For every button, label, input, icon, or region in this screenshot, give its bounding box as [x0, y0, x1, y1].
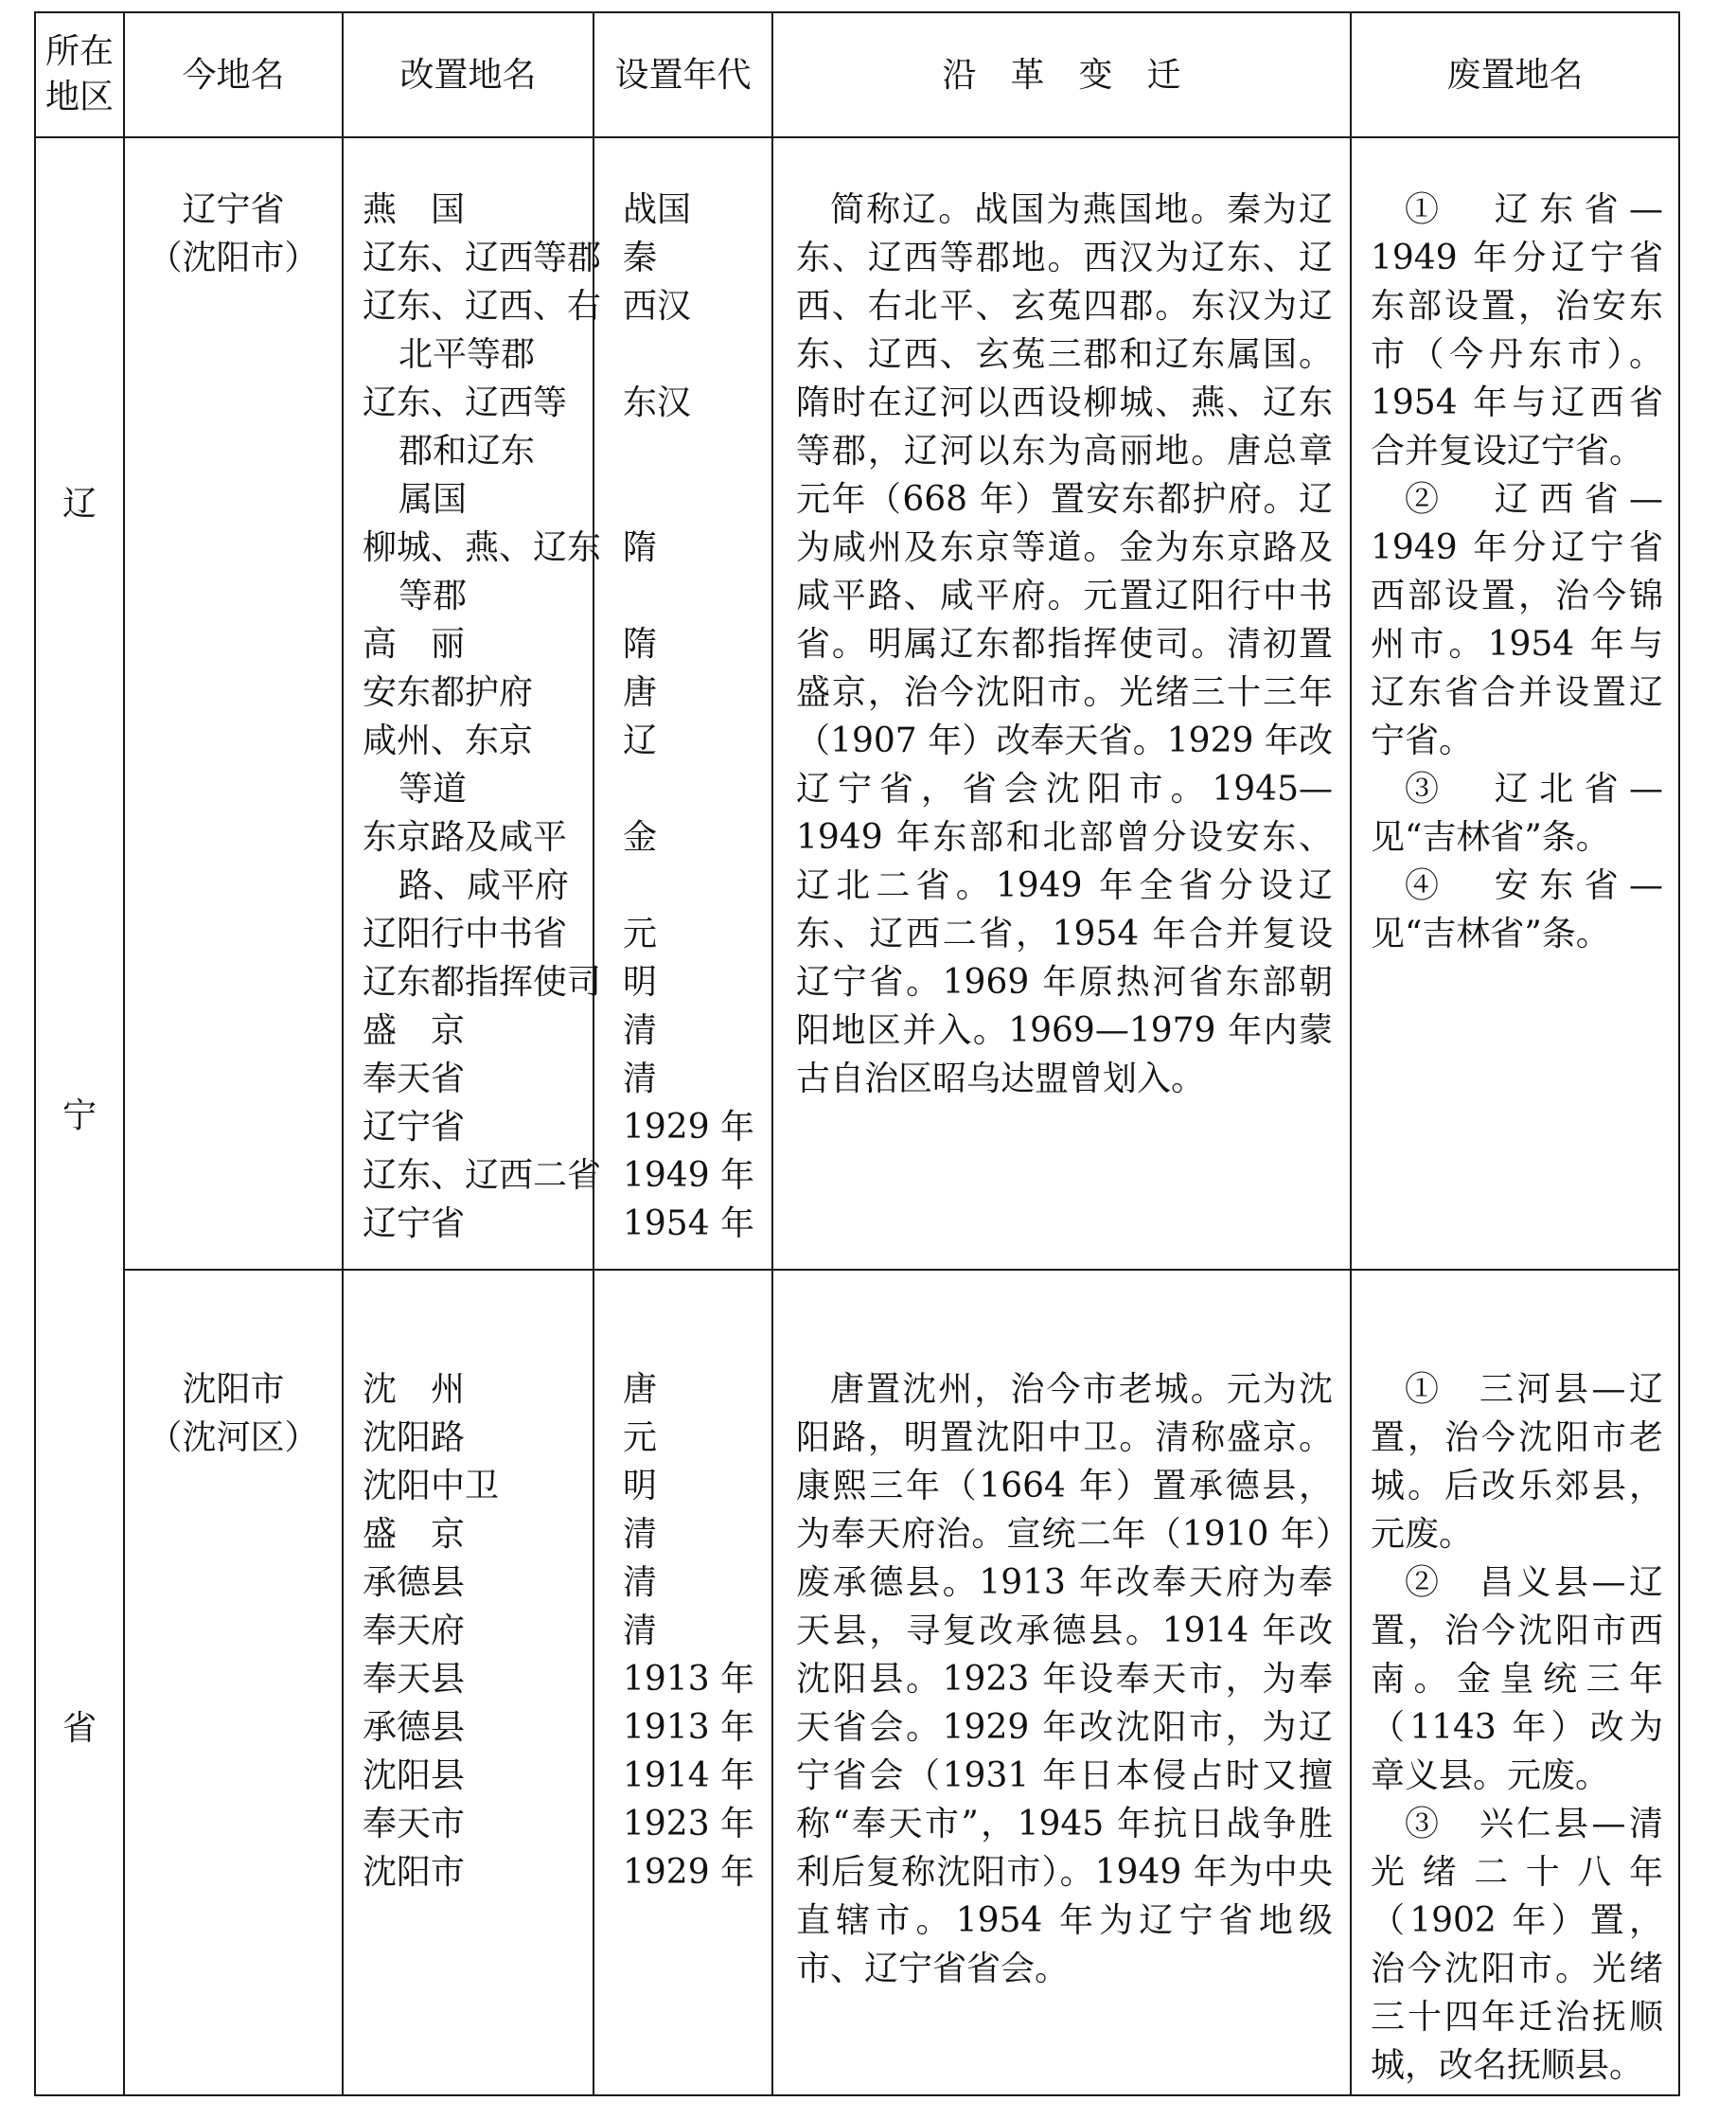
former-name: 柳城、燕、辽东	[363, 528, 602, 567]
established-year: 唐	[623, 1370, 658, 1409]
current-name-cell	[124, 137, 343, 1270]
established-cell	[593, 137, 772, 1270]
former-name: 郡和辽东	[399, 432, 536, 471]
former-name: 沈阳市	[363, 1853, 466, 1892]
established-year	[623, 572, 766, 620]
established-year: 清	[623, 1515, 658, 1554]
header-established: 设置年代	[593, 12, 772, 137]
region-char-1: 辽	[62, 484, 97, 524]
history-text: 简称辽。战国为燕国地。秦为辽东、辽西等郡地。西汉为辽东、辽西、右北平、玄菟四郡。东汉为辽东、辽西、玄菟三郡和辽东属国。隋时在辽河以西设柳城、燕、辽东等郡，辽河以东为高丽地。唐总章元年（668 年）置安东都护府。辽为咸州及东京等道。金为东京路及咸平路、咸平府。元置辽阳行中书省。明属辽东都指挥使司。清初置盛京，治今沈阳市。光绪三十三年（1907 年）改奉天省。1929 年改辽宁省，省会沈阳市。1945—1949 年东部和北部曾分设安东、辽北二省。1949 年全省分设辽东、辽西二省，1954 年合并复设辽宁省。1969 年原热河省东部朝阳地区并入。1969—1979 年内蒙古自治区昭乌达盟曾划入。	[796, 190, 1333, 1098]
former-name: 沈阳路	[363, 1418, 466, 1457]
header-history: 沿 革 变 迁	[772, 12, 1351, 137]
established-year: 清	[623, 1060, 658, 1098]
established-year: 唐	[623, 673, 658, 712]
former-name: 沈阳中卫	[363, 1467, 500, 1505]
former-name: 奉天府	[363, 1612, 466, 1650]
established-year: 清	[623, 1563, 658, 1602]
abolished-entry: ① 三河县—辽置，治今沈阳市老城。后改乐郊县，元废。	[1371, 1370, 1663, 1554]
former-name: 高 丽	[363, 625, 466, 664]
established-year: 金	[623, 818, 658, 857]
current-name-note: （沈河区）	[148, 1418, 319, 1457]
abolished-cell	[1351, 137, 1679, 1270]
former-name: 辽宁省	[363, 1108, 466, 1147]
abolished-entry: ② 辽西省—1949 年分辽宁省西部设置，治今锦州市。1954 年与辽东省合并设置辽宁省。	[1371, 480, 1663, 760]
current-name-note: （沈阳市）	[148, 239, 319, 277]
established-year: 1929 年	[623, 1853, 755, 1892]
established-year: 隋	[623, 528, 658, 567]
former-name: 沈 州	[363, 1370, 466, 1409]
former-name: 属国	[399, 480, 468, 519]
former-name: 辽宁省	[363, 1204, 466, 1243]
established-year: 1923 年	[623, 1805, 755, 1843]
former-name: 辽东、辽西等郡	[363, 239, 602, 277]
established-year: 隋	[623, 625, 658, 664]
established-year: 元	[623, 915, 658, 953]
established-year: 清	[623, 1612, 658, 1650]
current-name: 沈阳市	[182, 1370, 285, 1409]
header-region-line-2: 地区	[44, 78, 114, 116]
established-year: 辽	[623, 721, 658, 760]
established-cell	[593, 1270, 772, 2095]
former-name: 等郡	[399, 577, 468, 615]
established-year: 明	[623, 1467, 658, 1505]
established-year: 元	[623, 1418, 658, 1457]
abolished-cell	[1351, 1270, 1679, 2095]
former-name: 安东都护府	[363, 673, 534, 712]
established-year: 1929 年	[623, 1108, 755, 1147]
former-name: 奉天县	[363, 1660, 466, 1699]
former-name: 盛 京	[363, 1011, 466, 1050]
history-cell	[772, 1270, 1351, 2095]
former-name: 承德县	[363, 1563, 466, 1602]
former-name: 咸州、东京	[363, 721, 534, 760]
history-cell	[772, 137, 1351, 1270]
former-name: 沈阳县	[363, 1756, 466, 1795]
established-year: 1913 年	[623, 1708, 755, 1747]
header-abolished: 废置地名	[1351, 12, 1679, 137]
current-name: 辽宁省	[182, 190, 285, 229]
established-year: 1914 年	[623, 1756, 755, 1795]
former-name: 盛 京	[363, 1515, 466, 1554]
former-name: 辽东、辽西二省	[363, 1156, 602, 1195]
former-name: 奉天省	[363, 1060, 466, 1098]
current-name-cell	[124, 1270, 343, 2095]
established-year	[623, 330, 766, 379]
established-year: 战国	[623, 190, 692, 229]
established-year: 1954 年	[623, 1204, 755, 1243]
former-name: 燕 国	[363, 190, 466, 229]
former-names-cell	[343, 1270, 593, 2095]
established-year	[623, 862, 766, 910]
abolished-entry: ② 昌义县—辽置，治今沈阳市西南。金皇统三年（1143 年）改为章义县。元废。	[1371, 1563, 1663, 1795]
header-row	[35, 12, 1679, 137]
former-name: 路、咸平府	[399, 866, 570, 905]
abolished-entry: ① 辽东省—1949 年分辽宁省东部设置，治安东市（今丹东市）。1954 年与辽西省合并复设辽宁省。	[1371, 190, 1663, 471]
established-year	[623, 427, 766, 475]
established-year	[623, 765, 766, 813]
abolished-entry: ③ 兴仁县—清光绪二十八年（1902 年）置，治今沈阳市。光绪三十四年迁治抚顺城，改名抚顺县。	[1371, 1805, 1663, 2085]
former-name: 辽东都指挥使司	[363, 963, 602, 1002]
history-text: 唐置沈州，治今市老城。元为沈阳路，明置沈阳中卫。清称盛京。康熙三年（1664 年）置承德县，为奉天府治。宣统二年（1910 年）废承德县。1913 年改奉天府为奉天县，寻复改承德县。1914 年改沈阳县。1923 年设奉天市，为奉天省会。1929 年改沈阳市，为辽宁省会（1931 年日本侵占时又擅称“奉天市”，1945 年抗日战争胜利后复称沈阳市）。1949 年为中央直辖市。1954 年为辽宁省地级市、辽宁省省会。	[796, 1370, 1333, 1988]
table-row-liaoning	[35, 137, 1679, 1270]
region-char-3: 省	[62, 1709, 97, 1749]
established-year: 秦	[623, 239, 658, 277]
header-current-name: 今地名	[124, 12, 343, 137]
established-year: 清	[623, 1011, 658, 1050]
former-name: 东京路及咸平	[363, 818, 568, 857]
region-char-2: 宁	[62, 1096, 97, 1136]
established-year: 明	[623, 963, 658, 1002]
former-names-cell	[343, 137, 602, 1270]
established-year: 1913 年	[623, 1660, 755, 1699]
gazetteer-table	[34, 11, 1680, 2096]
established-year: 东汉	[623, 383, 692, 422]
former-name: 承德县	[363, 1708, 466, 1747]
established-year: 西汉	[623, 287, 692, 326]
established-year: 1949 年	[623, 1156, 755, 1195]
abolished-entry: ④ 安东省—见“吉林省”条。	[1371, 866, 1663, 953]
table-row-shenyang	[35, 1270, 1679, 2095]
former-name: 辽东、辽西等	[363, 383, 568, 422]
established-year	[623, 475, 766, 524]
former-name: 奉天市	[363, 1805, 466, 1843]
abolished-entry: ③ 辽北省—见“吉林省”条。	[1371, 770, 1663, 857]
header-former-names: 改置地名	[343, 12, 593, 137]
former-name: 辽阳行中书省	[363, 915, 568, 953]
header-region-line-1: 所在	[44, 32, 114, 71]
header-region	[35, 12, 124, 137]
region-cell	[35, 137, 124, 2095]
former-name: 北平等郡	[399, 335, 536, 374]
former-name: 等道	[399, 770, 468, 809]
former-name: 辽东、辽西、右	[363, 287, 602, 326]
